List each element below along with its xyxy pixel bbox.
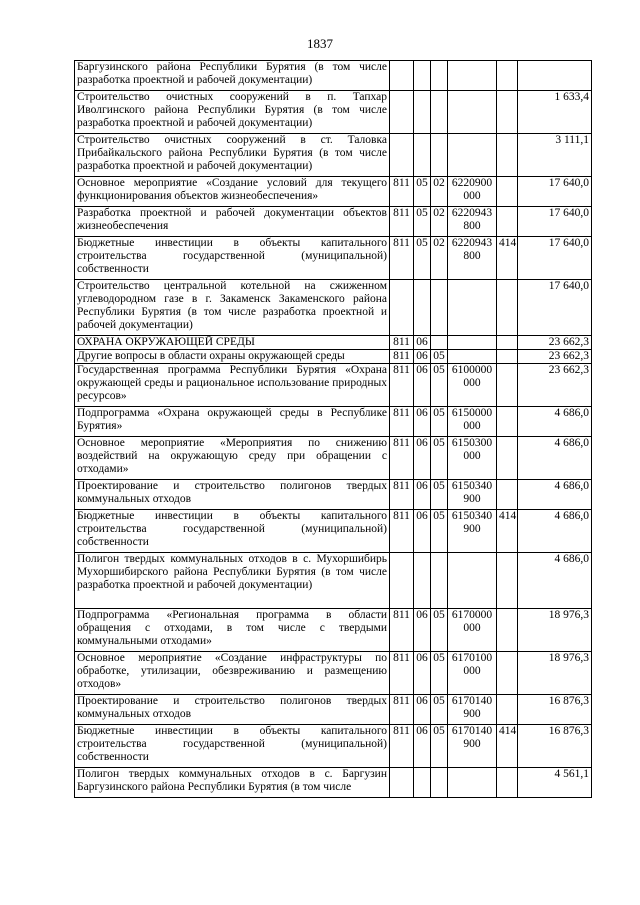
expense-type-cell <box>497 134 518 177</box>
subsection-code-cell: 05 <box>431 695 448 725</box>
amount-cell: 23 662,3 <box>518 364 592 407</box>
table-row <box>75 237 592 280</box>
table-row <box>75 134 592 177</box>
amount-cell: 17 640,0 <box>518 280 592 336</box>
amount-cell: 3 111,1 <box>518 134 592 177</box>
target-article-code-part1: 6150000 <box>451 407 493 419</box>
amount-cell: 16 876,3 <box>518 725 592 768</box>
item-name-cell: Бюджетные инвестиции в объекты капитального строительства государственной (муниципальной) собственности <box>75 510 390 553</box>
subsection-code-cell <box>431 336 448 350</box>
table-body <box>75 61 592 798</box>
subsection-code-cell <box>431 91 448 134</box>
section-code-cell: 06 <box>414 364 431 407</box>
section-code-cell: 06 <box>414 725 431 768</box>
item-name-cell: Строительство очистных сооружений в п. Тапхар Иволгинского района Республики Бурятия (в том числе разработка проектной и рабочей документации) <box>75 91 390 134</box>
expense-type-cell <box>497 437 518 480</box>
item-name-cell: Разработка проектной и рабочей документации объектов жизнеобеспечения <box>75 207 390 237</box>
grbs-code-cell: 811 <box>390 364 414 407</box>
grbs-code-cell: 811 <box>390 652 414 695</box>
amount-cell: 18 976,3 <box>518 609 592 652</box>
section-code-cell: 06 <box>414 350 431 364</box>
table-row <box>75 364 592 407</box>
expense-type-cell <box>497 91 518 134</box>
subsection-code-cell <box>431 280 448 336</box>
target-article-code-part2: 900 <box>463 708 481 720</box>
subsection-code-cell <box>431 134 448 177</box>
item-name-cell: Бюджетные инвестиции в объекты капитального строительства государственной (муниципальной) собственности <box>75 725 390 768</box>
target-article-code-part1: 6170000 <box>451 609 493 621</box>
target-article-code-part2: 900 <box>463 738 481 750</box>
target-article-code-part2: 800 <box>463 220 481 232</box>
table-row <box>75 177 592 207</box>
amount-cell: 4 686,0 <box>518 553 592 609</box>
target-article-code-part2: 900 <box>463 523 481 535</box>
subsection-code-cell: 05 <box>431 609 448 652</box>
target-article-code-part1: 6220900 <box>451 177 493 189</box>
target-article-cell <box>448 134 497 177</box>
target-article-cell <box>448 407 497 437</box>
table-row <box>75 207 592 237</box>
target-article-code-part1: 6220943 <box>451 237 493 249</box>
grbs-code-cell <box>390 553 414 609</box>
amount-cell: 4 561,1 <box>518 768 592 798</box>
item-name-cell: Полигон твердых коммунальных отходов в с. Баргузин Баргузинского района Республики Бурятия (в том числе <box>75 768 390 798</box>
target-article-cell <box>448 695 497 725</box>
expense-type-cell <box>497 695 518 725</box>
section-code-cell <box>414 61 431 91</box>
item-name-cell: Проектирование и строительство полигонов твердых коммунальных отходов <box>75 695 390 725</box>
target-article-code-part2: 000 <box>463 190 481 202</box>
grbs-code-cell: 811 <box>390 237 414 280</box>
grbs-code-cell: 811 <box>390 480 414 510</box>
item-name-cell: Проектирование и строительство полигонов твердых коммунальных отходов <box>75 480 390 510</box>
amount-cell: 23 662,3 <box>518 336 592 350</box>
target-article-code-part2: 000 <box>463 665 481 677</box>
subsection-code-cell: 05 <box>431 725 448 768</box>
grbs-code-cell: 811 <box>390 207 414 237</box>
target-article-code-part1: 6170140 <box>451 725 493 737</box>
target-article-cell <box>448 350 497 364</box>
target-article-cell <box>448 510 497 553</box>
target-article-cell <box>448 480 497 510</box>
table-row <box>75 280 592 336</box>
table-row <box>75 407 592 437</box>
target-article-code-part1: 6150340 <box>451 480 493 492</box>
section-code-cell: 06 <box>414 695 431 725</box>
section-heading-cell: ОХРАНА ОКРУЖАЮЩЕЙ СРЕДЫ <box>75 336 390 350</box>
subsection-code-cell: 02 <box>431 207 448 237</box>
item-name-cell: Другие вопросы в области охраны окружающей среды <box>75 350 390 364</box>
expense-type-cell <box>497 350 518 364</box>
target-article-code-part1: 6150300 <box>451 437 493 449</box>
table-row <box>75 437 592 480</box>
subsection-code-cell: 05 <box>431 652 448 695</box>
expense-type-cell <box>497 480 518 510</box>
expense-type-cell: 414 <box>497 510 518 553</box>
target-article-cell <box>448 207 497 237</box>
target-article-cell <box>448 364 497 407</box>
target-article-code-part1: 6170140 <box>451 695 493 707</box>
target-article-code-part1: 6220943 <box>451 207 493 219</box>
expense-type-cell <box>497 407 518 437</box>
expense-type-cell <box>497 652 518 695</box>
grbs-code-cell: 811 <box>390 407 414 437</box>
section-code-cell: 06 <box>414 437 431 480</box>
amount-cell: 17 640,0 <box>518 177 592 207</box>
section-code-cell: 05 <box>414 177 431 207</box>
item-name-cell: Полигон твердых коммунальных отходов в с. Мухоршибирь Мухоршибирского района Республики Бурятия (в том числе разработка проектной и рабочей документации) <box>75 553 390 609</box>
target-article-cell <box>448 437 497 480</box>
target-article-cell <box>448 652 497 695</box>
table-row <box>75 91 592 134</box>
grbs-code-cell: 811 <box>390 336 414 350</box>
target-article-code-part2: 000 <box>463 377 481 389</box>
expense-type-cell <box>497 768 518 798</box>
budget-table <box>74 60 592 798</box>
table-row <box>75 768 592 798</box>
table-row <box>75 350 592 364</box>
grbs-code-cell: 811 <box>390 510 414 553</box>
subsection-code-cell: 05 <box>431 350 448 364</box>
amount-cell: 4 686,0 <box>518 480 592 510</box>
section-code-cell <box>414 91 431 134</box>
amount-cell: 4 686,0 <box>518 437 592 480</box>
subsection-code-cell: 02 <box>431 237 448 280</box>
subsection-code-cell: 05 <box>431 437 448 480</box>
section-code-cell <box>414 768 431 798</box>
subsection-code-cell <box>431 61 448 91</box>
item-name-cell: Государственная программа Республики Бурятия «Охрана окружающей среды и рациональное использование природных ресурсов» <box>75 364 390 407</box>
expense-type-cell <box>497 609 518 652</box>
target-article-code-part1: 6170100 <box>451 652 493 664</box>
section-code-cell: 05 <box>414 237 431 280</box>
grbs-code-cell <box>390 768 414 798</box>
grbs-code-cell: 811 <box>390 177 414 207</box>
expense-type-cell <box>497 207 518 237</box>
target-article-cell <box>448 725 497 768</box>
grbs-code-cell <box>390 134 414 177</box>
subsection-code-cell: 05 <box>431 364 448 407</box>
item-name-cell: Основное мероприятие «Создание инфраструктуры по обработке, утилизации, обезвреживанию и размещению отходов» <box>75 652 390 695</box>
subsection-code-cell <box>431 553 448 609</box>
table-row <box>75 336 592 350</box>
expense-type-cell <box>497 336 518 350</box>
section-code-cell: 06 <box>414 652 431 695</box>
expense-type-cell <box>497 61 518 91</box>
target-article-cell <box>448 280 497 336</box>
item-name-cell: Основное мероприятие «Создание условий для текущего функционирования объектов жизнеобеспечения» <box>75 177 390 207</box>
target-article-code-part1: 6150340 <box>451 510 493 522</box>
table-row <box>75 553 592 609</box>
target-article-cell <box>448 768 497 798</box>
subsection-code-cell: 05 <box>431 407 448 437</box>
target-article-cell <box>448 91 497 134</box>
grbs-code-cell: 811 <box>390 695 414 725</box>
target-article-code-part1: 6100000 <box>451 364 493 376</box>
item-name-cell: Баргузинского района Республики Бурятия (в том числе разработка проектной и рабочей документации) <box>75 61 390 91</box>
grbs-code-cell <box>390 91 414 134</box>
target-article-code-part2: 000 <box>463 420 481 432</box>
grbs-code-cell: 811 <box>390 725 414 768</box>
target-article-cell <box>448 609 497 652</box>
section-code-cell <box>414 134 431 177</box>
expense-type-cell <box>497 280 518 336</box>
section-code-cell <box>414 553 431 609</box>
grbs-code-cell: 811 <box>390 350 414 364</box>
amount-cell: 1 633,4 <box>518 91 592 134</box>
table-row <box>75 695 592 725</box>
table-row <box>75 609 592 652</box>
target-article-cell <box>448 553 497 609</box>
target-article-cell <box>448 177 497 207</box>
section-code-cell: 06 <box>414 609 431 652</box>
target-article-cell <box>448 61 497 91</box>
table-row <box>75 61 592 91</box>
target-article-cell <box>448 237 497 280</box>
target-article-code-part2: 800 <box>463 250 481 262</box>
subsection-code-cell: 05 <box>431 480 448 510</box>
grbs-code-cell: 811 <box>390 609 414 652</box>
amount-cell: 4 686,0 <box>518 407 592 437</box>
amount-cell: 18 976,3 <box>518 652 592 695</box>
section-code-cell: 06 <box>414 407 431 437</box>
amount-cell: 17 640,0 <box>518 237 592 280</box>
expense-type-cell <box>497 177 518 207</box>
table-row <box>75 652 592 695</box>
section-code-cell: 06 <box>414 510 431 553</box>
table-row <box>75 510 592 553</box>
subsection-code-cell: 02 <box>431 177 448 207</box>
grbs-code-cell <box>390 61 414 91</box>
amount-cell: 23 662,3 <box>518 350 592 364</box>
item-name-cell: Строительство очистных сооружений в ст. Таловка Прибайкальского района Республики Бурятия (в том числе разработка проектной и рабочей документации) <box>75 134 390 177</box>
section-code-cell: 06 <box>414 480 431 510</box>
amount-cell: 16 876,3 <box>518 695 592 725</box>
table-row <box>75 725 592 768</box>
page-number: 1837 <box>307 36 333 51</box>
table-row <box>75 480 592 510</box>
item-name-cell: Основное мероприятие «Мероприятия по снижению воздействий на окружающую среду при обращении с отходами» <box>75 437 390 480</box>
expense-type-cell: 414 <box>497 725 518 768</box>
subsection-code-cell: 05 <box>431 510 448 553</box>
item-name-cell: Подпрограмма «Охрана окружающей среды в Республике Бурятия» <box>75 407 390 437</box>
section-code-cell: 05 <box>414 207 431 237</box>
item-name-cell: Строительство центральной котельной на сжиженном углеводородном газе в г. Закаменск Закаменского района Республики Бурятия (в том числе разработка проектной и рабочей документации) <box>75 280 390 336</box>
target-article-code-part2: 000 <box>463 622 481 634</box>
item-name-cell: Бюджетные инвестиции в объекты капитального строительства государственной (муниципальной) собственности <box>75 237 390 280</box>
section-code-cell <box>414 280 431 336</box>
grbs-code-cell: 811 <box>390 437 414 480</box>
amount-cell: 17 640,0 <box>518 207 592 237</box>
expense-type-cell <box>497 364 518 407</box>
grbs-code-cell <box>390 280 414 336</box>
expense-type-cell <box>497 553 518 609</box>
amount-cell <box>518 61 592 91</box>
target-article-code-part2: 000 <box>463 450 481 462</box>
target-article-cell <box>448 336 497 350</box>
amount-cell: 4 686,0 <box>518 510 592 553</box>
section-code-cell: 06 <box>414 336 431 350</box>
subsection-code-cell <box>431 768 448 798</box>
target-article-code-part2: 900 <box>463 493 481 505</box>
expense-type-cell: 414 <box>497 237 518 280</box>
item-name-cell: Подпрограмма «Региональная программа в области обращения с отходами, в том числе с твердыми коммунальными отходами» <box>75 609 390 652</box>
